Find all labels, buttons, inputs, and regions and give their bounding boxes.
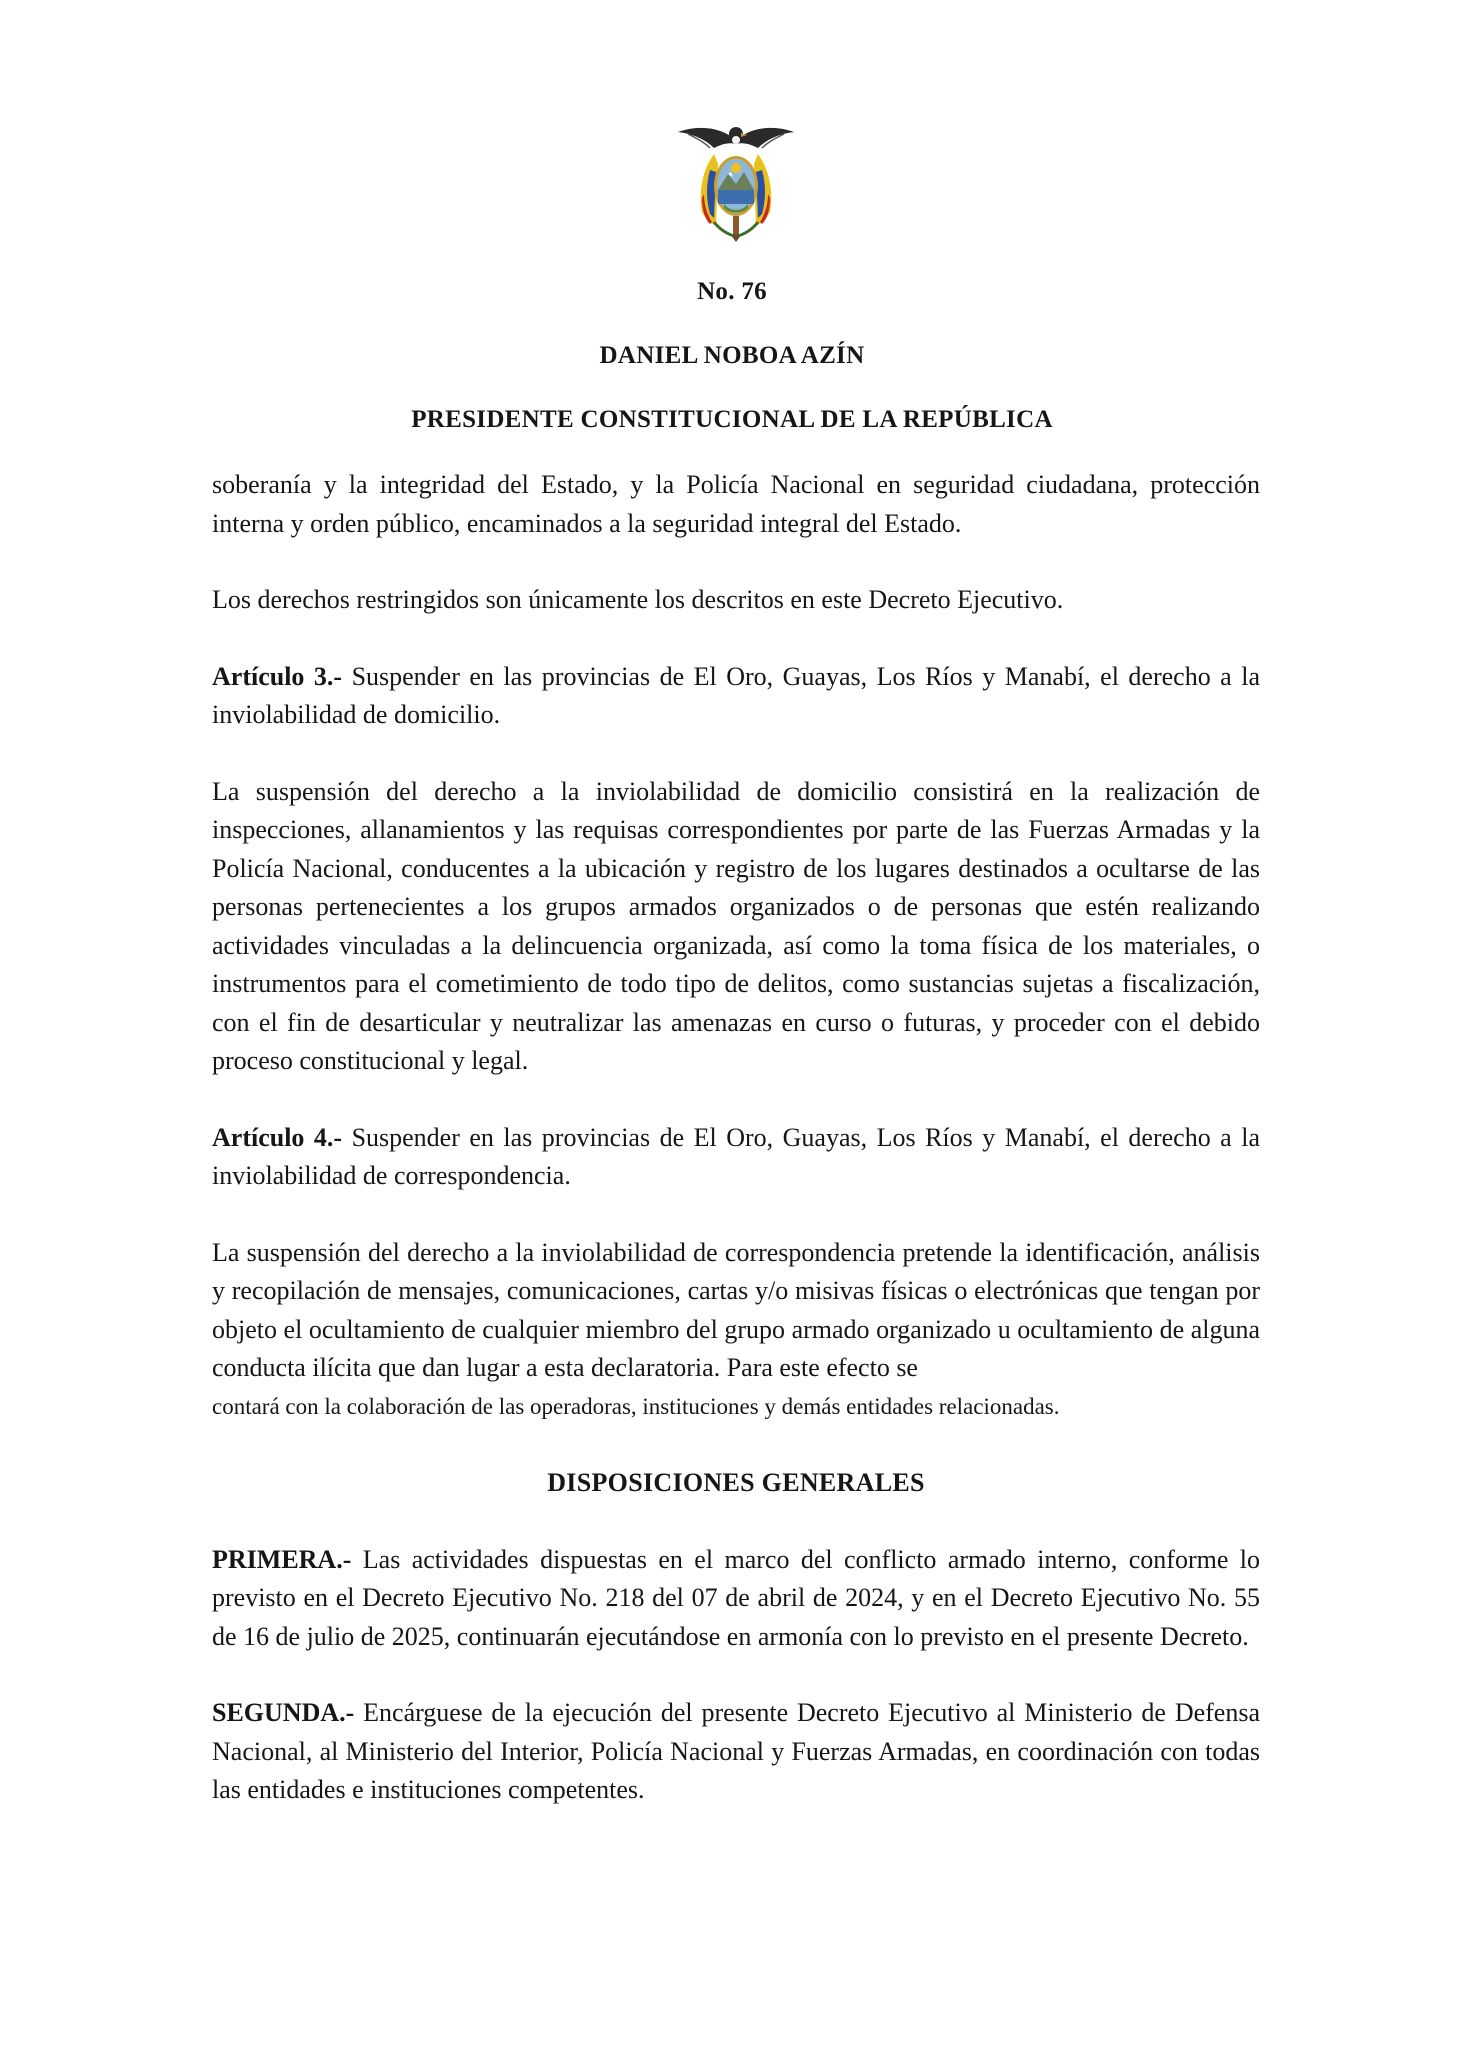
provision-segunda-label: SEGUNDA.- <box>212 1698 355 1727</box>
ecuador-coat-of-arms-icon <box>674 114 798 248</box>
provision-segunda-text: Encárguese de la ejecución del presente Decreto Ejecutivo al Ministerio de Defensa Nacional, al Ministerio del Interior, Policía Nacional y Fuerzas Armadas, en coordinación con todas las entidades e instituciones competentes. <box>212 1698 1260 1804</box>
paragraph: soberanía y la integridad del Estado, y la Policía Nacional en seguridad ciudadana, protección interna y orden público, encaminados a la seguridad integral del Estado. <box>212 470 1260 538</box>
paragraph-continuation: contará con la colaboración de las operadoras, instituciones y demás entidades relacionadas. <box>212 1393 1060 1419</box>
article-3 <box>212 658 1260 735</box>
president-title: PRESIDENTE CONSTITUCIONAL DE LA REPÚBLICA <box>411 406 1053 433</box>
article-4 <box>212 1119 1260 1196</box>
decree-number: No. 76 <box>697 278 767 305</box>
article-3-text: Suspender en las provincias de El Oro, Guayas, Los Ríos y Manabí, el derecho a la inviolabilidad de domicilio. <box>212 661 1260 729</box>
provision-segunda <box>212 1694 1260 1810</box>
article-4-text: Suspender en las provincias de El Oro, Guayas, Los Ríos y Manabí, el derecho a la inviolabilidad de correspondencia. <box>212 1122 1260 1190</box>
decree-body <box>212 466 1260 1810</box>
provision-primera-text: Las actividades dispuestas en el marco del conflicto armado interno, conforme lo previsto en el Decreto Ejecutivo No. 218 del 07 de abril de 2024, y en el Decreto Ejecutivo No. 55 de 16 de julio de 2025, continuarán ejecutándose en armonía con lo previsto en el presente Decreto. <box>212 1544 1260 1651</box>
paragraph: La suspensión del derecho a la inviolabilidad de domicilio consistirá en la realización de inspecciones, allanamientos y las requisas correspondientes por parte de las Fuerzas Armadas y la Policía Nacional, conducentes a la ubicación y registro de los lugares destinados a ocultarse de las personas pertenecientes a los grupos armados organizados o de personas que estén realizando actividades vinculadas a la delincuencia organizada, así como la toma física de los materiales, o instrumentos para el cometimiento de todo tipo de delitos, como sustancias sujetas a fiscalización, con el fin de desarticular y neutralizar las amenazas en curso o futuras, y proceder con el debido proceso constitucional y legal. <box>212 776 1260 1075</box>
provision-primera <box>212 1541 1260 1657</box>
article-4-label: Artículo 4.- <box>212 1122 343 1152</box>
provision-primera-label: PRIMERA.- <box>212 1544 352 1574</box>
president-name: DANIEL NOBOA AZÍN <box>599 342 865 369</box>
paragraph: La suspensión del derecho a la inviolabilidad de correspondencia pretende la identificación, análisis y recopilación de mensajes, comunicaciones, cartas y/o misivas físicas o electrónicas que tengan por objeto el ocultamiento de cualquier miembro del grupo armado organizado u ocultamiento de alguna conducta ilícita que dan lugar a esta declaratoria. Para este efecto se <box>212 1237 1260 1382</box>
paragraph: Los derechos restringidos son únicamente los descritos en este Decreto Ejecutivo. <box>212 585 1064 614</box>
article-3-label: Artículo 3.- <box>212 661 343 691</box>
section-title: DISPOSICIONES GENERALES <box>547 1468 925 1497</box>
